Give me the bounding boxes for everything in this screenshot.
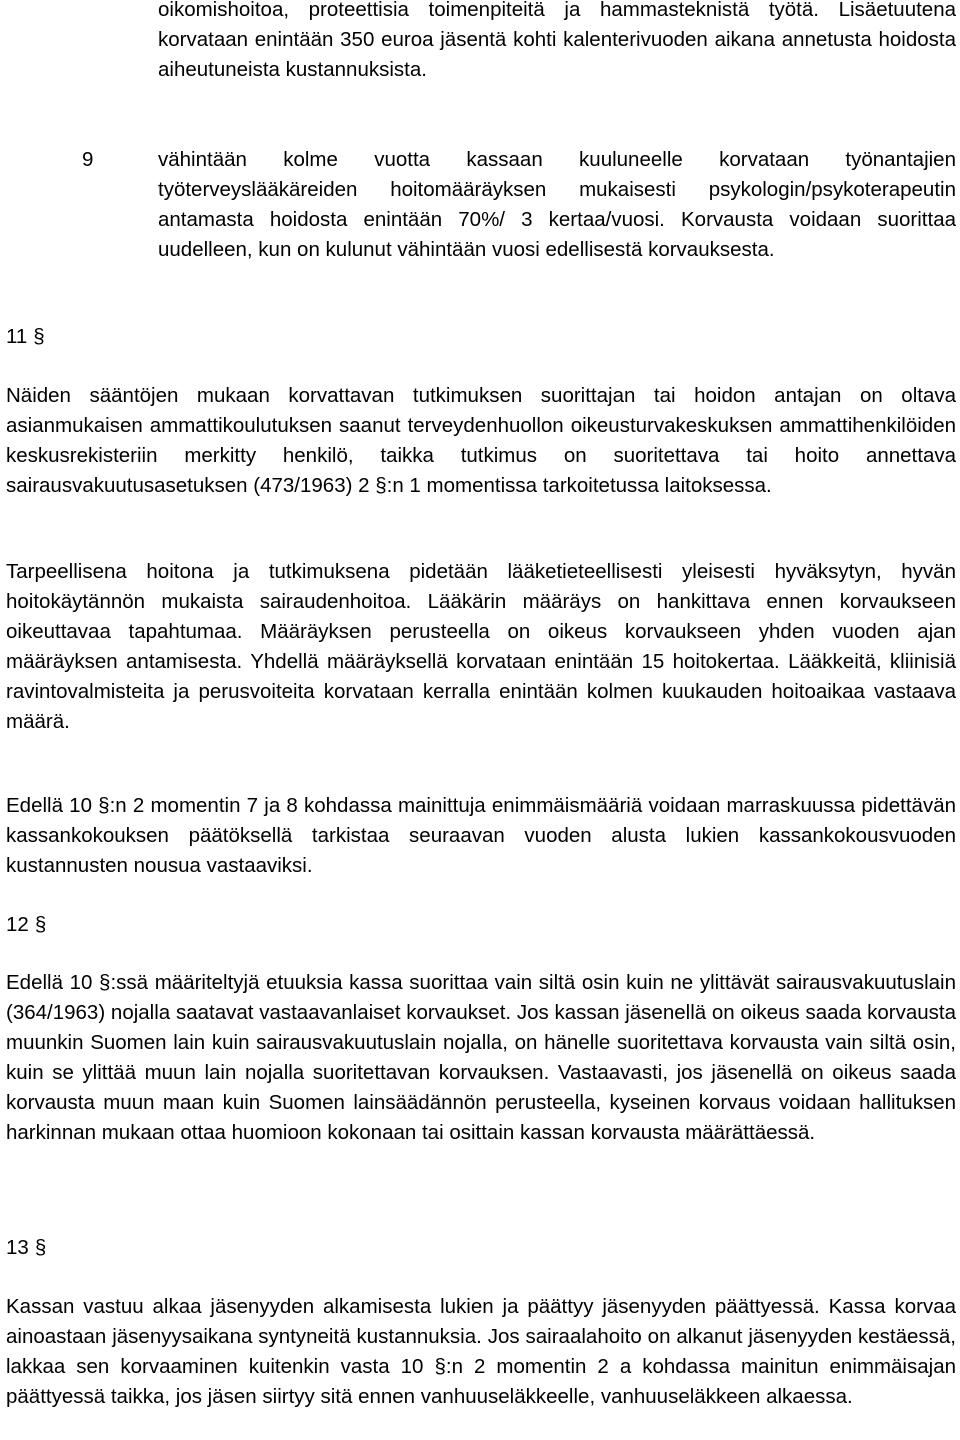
item-text: vähintään kolme vuotta kassaan kuuluneelle korvataan työnantajien työterveyslääkäreiden hoitomääräyksen mukaisesti psykologin/psykoterapeutin antamasta hoidosta enintään 70%/ 3 kertaa/vuosi. Korvausta voidaan suorittaa uudelleen, kun on kulunut vähintään vuosi edellisestä korvauksesta. — [158, 148, 956, 261]
item-continuation-text: oikomishoitoa, proteettisia toimenpiteitä ja hammasteknistä työtä. Lisäetuutena korvataan enintään 350 euroa jäsentä kohti kalenterivuoden aikana annetusta hoidosta aiheutuneista kustannuksista. — [158, 0, 956, 81]
section-symbol: § — [33, 325, 45, 348]
section-number: 11 — [6, 325, 28, 348]
section-11-paragraph-2: Tarpeellisena hoitona ja tutkimuksena pidetään lääketieteellisesti yleisesti hyväksytyn, hyvän hoitokäytännön mukaista sairaudenhoitoa. Lääkärin määräys on hankittava ennen korvaukseen oikeuttavaa tapahtumaa. Määräyksen perusteella on oikeus korvaukseen yhden vuoden ajan määräyksen antamisesta. Yhdellä määräyksellä korvataan enintään 15 hoitokertaa. Lääkkeitä, kliinisiä ravintovalmisteita ja perusvoiteita korvataan kerralla enintään kolmen kuukauden hoitoaikaa vastaava määrä. — [6, 560, 956, 733]
section-symbol: § — [34, 1236, 47, 1259]
section-12-paragraph-1: Edellä 10 §:ssä määriteltyjä etuuksia kassa suorittaa vain siltä osin kuin ne ylittävät sairausvakuutuslain (364/1963) nojalla saatavat vastaavanlaiset korvaukset. Jos kassan jäsenellä on oikeus saada korvausta muunkin Suomen lain kuin sairausvakuutuslain nojalla, on hänelle suoritettava korvausta vain siltä osin, kuin se ylittää muun lain nojalla suoritettavan korvauksen. Vastaavasti, jos jäsenellä on oikeus saada korvausta muun maan kuin Suomen lainsäädännön perusteella, kyseinen korvaus voidaan hallituksen harkinnan mukaan ottaa huomioon kokonaan tai osittain kassan korvausta määrättäessä. — [6, 971, 956, 1144]
section-heading-12 — [6, 910, 46, 940]
section-heading-13 — [6, 1233, 46, 1263]
section-11-paragraph-1: Näiden sääntöjen mukaan korvattavan tutkimuksen suorittajan tai hoidon antajan on oltava asianmukaisen ammattikoulutuksen saanut terveydenhuollon oikeusturvakeskuksen ammattihenkilöiden keskusrekisteriin merkitty henkilö, taikka tutkimus on suoritettava tai hoito annettava sairausvakuutusasetuksen (473/1963) 2 §:n 1 momentissa tarkoitetussa laitoksessa. — [6, 384, 956, 497]
section-number: 12 — [6, 913, 29, 936]
section-11-paragraph-3: Edellä 10 §:n 2 momentin 7 ja 8 kohdassa mainittuja enimmäismääriä voidaan marraskuussa pidettävän kassankokouksen päätöksellä tarkistaa seuraavan vuoden alusta lukien kassankokousvuoden kustannusten nousua vastaaviksi. — [6, 794, 956, 877]
item-number: 9 — [82, 148, 94, 171]
section-heading-11 — [6, 322, 45, 352]
section-number: 13 — [6, 1236, 29, 1259]
section-symbol: § — [34, 913, 47, 936]
section-13-paragraph-1: Kassan vastuu alkaa jäsenyyden alkamisesta lukien ja päättyy jäsenyyden päättyessä. Kassa korvaa ainoastaan jäsenyysaikana syntyneitä kustannuksia. Jos sairaalahoito on alkanut jäsenyyden kestäessä, lakkaa sen korvaaminen kuitenkin vasta 10 §:n 2 momentin 2 a kohdassa mainitun enimmäisajan päättyessä taikka, jos jäsen siirtyy sitä ennen vanhuuseläkkeelle, vanhuuseläkkeen alkaessa. — [6, 1295, 956, 1408]
